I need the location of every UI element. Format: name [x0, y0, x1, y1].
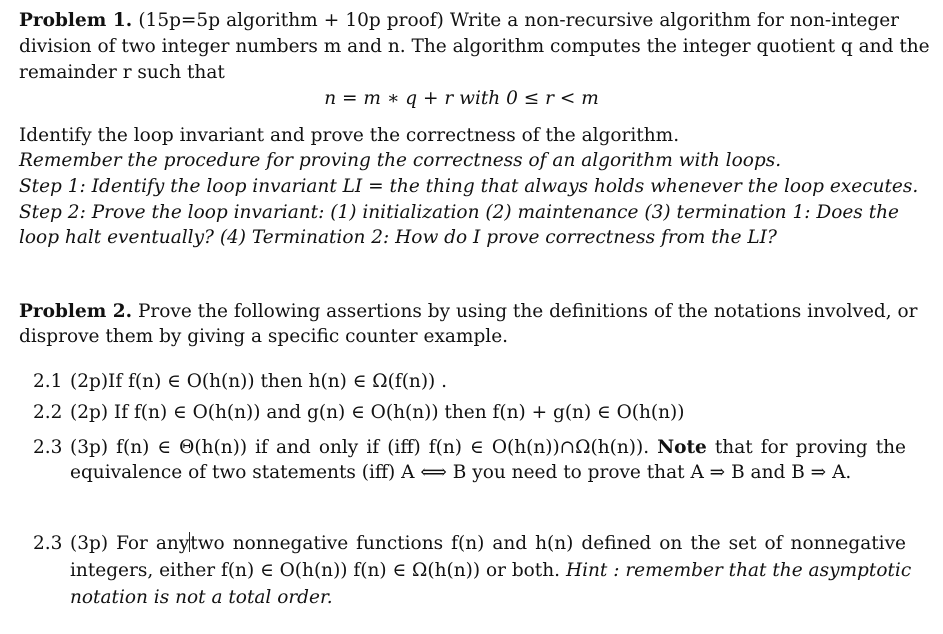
- problem1-line1: [19, 9, 899, 33]
- note-label: Note: [657, 437, 707, 458]
- item-text-a2: two nonnegative functions f(n) and h(n) defined on the set of nonnegative: [190, 533, 906, 554]
- item-number: 2.3: [33, 533, 63, 554]
- list-item: (2p)If f(n) ∈ O(h(n)) then h(n) ∈ Ω(f(n)) .: [70, 371, 448, 392]
- item-number: 2.3: [33, 437, 63, 458]
- problem1-step1: Step 1: Identify the loop invariant LI = the thing that always holds whenever the loop executes.: [19, 176, 919, 197]
- problem1-line1-text: (15p=5p algorithm + 10p proof) Write a non-recursive algorithm for non-integer: [138, 10, 899, 31]
- list-item: [70, 436, 906, 460]
- problem1-remember: Remember the procedure for proving the correctness of an algorithm with loops.: [19, 150, 782, 171]
- list-item: [70, 532, 906, 556]
- hint-text: Hint : remember that the asymptotic: [565, 560, 912, 581]
- problem2-line1-text: Prove the following assertions by using the definitions of the notations involved, or: [137, 301, 918, 322]
- list-item: (2p) If f(n) ∈ O(h(n)) and g(n) ∈ O(h(n)) then f(n) + g(n) ∈ O(h(n)): [70, 402, 685, 423]
- problem1-line3: remainder r such that: [19, 62, 225, 83]
- problem2-line2: disprove them by giving a specific counter example.: [19, 326, 509, 347]
- item-number: 2.2: [33, 402, 63, 423]
- problem2-line1: [19, 300, 918, 324]
- item-text-b: that for proving the: [714, 437, 907, 458]
- problem1-heading: Problem 1.: [19, 10, 133, 31]
- list-item-continuation: notation is not a total order.: [70, 587, 333, 608]
- problem2-heading: Problem 2.: [19, 301, 133, 322]
- list-item-continuation: [70, 559, 912, 583]
- item-number: 2.1: [33, 371, 63, 392]
- problem1-step2-line2: loop halt eventually? (4) Termination 2: How do I prove correctness from the LI?: [19, 227, 777, 248]
- problem1-line2: division of two integer numbers m and n. The algorithm computes the integer quotient q and the: [19, 36, 930, 57]
- item-text-b: integers, either f(n) ∈ O(h(n)) f(n) ∈ Ω(h(n)) or both.: [70, 560, 561, 581]
- problem1-equation: [0, 87, 933, 111]
- equation-text: n = m ∗ q + r with 0 ≤ r < m: [324, 88, 599, 109]
- problem1-identify: Identify the loop invariant and prove the correctness of the algorithm.: [19, 125, 680, 146]
- problem1-step2-line1: Step 2: Prove the loop invariant: (1) initialization (2) maintenance (3) termination 1: Does the: [19, 202, 899, 223]
- list-item-continuation: equivalence of two statements (iff) A ⟺ B you need to prove that A ⇒ B and B ⇒ A.: [70, 462, 852, 483]
- item-text-a: (3p) f(n) ∈ Θ(h(n)) if and only if (iff) f(n) ∈ O(h(n))∩Ω(h(n)).: [70, 437, 650, 458]
- item-text-a: (3p) For any: [70, 533, 190, 554]
